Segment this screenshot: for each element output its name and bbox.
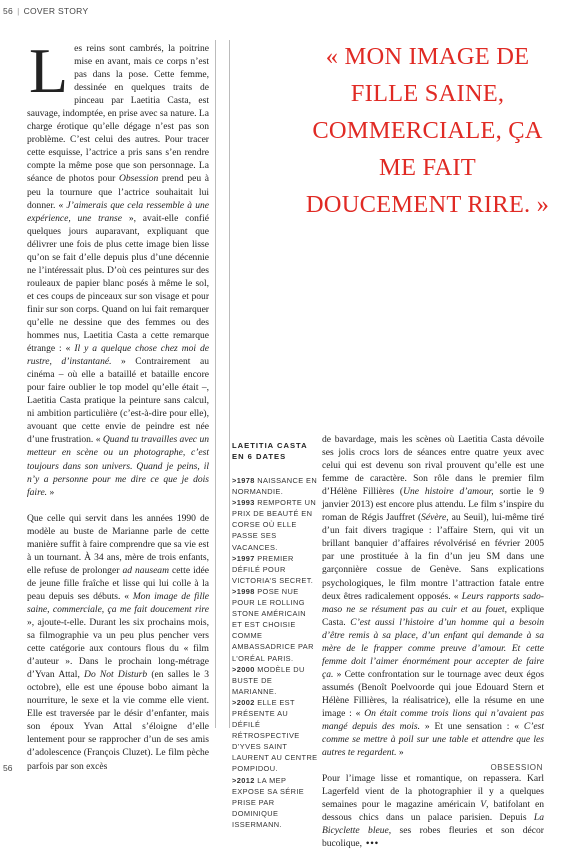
text-run: », ajoute-t-elle. Durant les six prochains mois, sa filmographie va un peu plus pencher vers cette catégorie aux contours flous du « film d’auteur ». Dans le prochain long-métrage d’Yvan Attal,	[27, 617, 209, 681]
text-run: (en salles le 3 octobre), elle est une épouse bobo aimant la nourriture, le sexe et la vie comme elle vient. Elle est traversée par le désir d’enfanter, mais son époux Yvan Attal s’éloigne d’elle lentement pour se rapprocher d’un de ses amis d’adolescence (François Cluzet). Le film pèche parfois par son excès	[27, 669, 209, 772]
timeline-year: >1993	[232, 498, 258, 508]
article-paragraph	[322, 433, 544, 759]
italic-run: Obsession	[119, 173, 159, 185]
timeline-text: REMPORTE UN PRIX DE BEAUTÉ EN CORSE OÙ ELLE PASSE SES VACANCES.	[232, 498, 317, 552]
timeline-year: >1978	[232, 476, 258, 485]
timeline-year: >2002	[232, 697, 258, 707]
running-header: 56 | COVER STORY	[3, 6, 89, 16]
article-paragraph	[27, 512, 209, 773]
text-run: prend peu à peu la tournure que l’actrice souhaitait lui donner. «	[27, 173, 209, 211]
italic-run: Quand tu travailles avec un metteur en scène ou un photographe, c’est toujours dans son univers. Quand je peins, il n’y a personne pour me dire ce que je dois faire.	[27, 434, 209, 498]
italic-run: J’aimerais que cela ressemble à une expérience, une transe	[27, 199, 209, 224]
timeline-item	[232, 775, 318, 830]
drop-cap: L	[29, 35, 69, 106]
timeline-year: >1998	[232, 586, 258, 596]
text-run: explique Casta.	[322, 603, 544, 628]
text-run: es reins sont cambrés, la poitrine mise en avant, mais ce corps n’est pas dans la pose. Cette femme, dessinée en quelques traits de pinceau par Laetitia Casta, est sauvage, indomptée, en prise avec sa nature. La charge érotique qu’elle dégage n’est pas son problème. C’est celui des autres. Pour tracer cette esquisse, l’actrice a pris sans s’en rendre compte la même pose que son personnage. La séance de photos pour	[27, 43, 209, 185]
timeline-year: >2000	[232, 664, 258, 674]
text-run: de bavardage, mais les scènes où Laetitia Casta dévoile ses jolis crocs lors de séances entre quatre yeux avec celui qui est devenu son rival prouvent qu’elle est une femme de caractère. Son rôle dans le premier film d’Hélène Fillières (	[322, 434, 544, 498]
timeline-text: NAISSANCE EN NORMANDIE.	[232, 476, 318, 497]
timeline-item	[232, 664, 318, 697]
italic-run: Leurs rapports sado-maso ne se résument pas au cuir et au fouet,	[322, 590, 544, 615]
footer-magazine-name: OBSESSION	[490, 763, 543, 772]
text-run: , au Seuil), lui-même tiré d’un fait divers tragique : l’affaire Stern, qui vit un brillant banquier d’affaires révolvérisé en février 2005 par une prostituée à la fin d’un jeu SM dans une garçonnière cossue de Genève. Sans explications psychologiques, le film montre l’attraction fatale entre deux êtres radicalement opposés. «	[322, 512, 544, 602]
italic-run: La Bicyclette bleue	[322, 812, 544, 837]
text-run: »	[396, 747, 404, 759]
timeline-sidebar	[232, 475, 318, 830]
sidebar-title: LAETITIA CASTA EN 6 DATES	[232, 441, 308, 461]
text-run: sortie le 9 janvier 2013) est encore plus attendu. Le film s’inspire du roman de Régis Jauffret (	[322, 486, 544, 524]
text-run: Que celle qui servit dans les années 1990 de modèle au buste de Marianne parle de cette manière suffit à faire comprendre que sa vie est à un tournant. À 34 ans, mère de trois enfants, elle refuse de prolonger	[27, 512, 209, 576]
header-section: COVER STORY	[23, 6, 89, 16]
article-paragraph	[322, 772, 544, 850]
timeline-item	[232, 697, 318, 775]
timeline-year: >1997	[232, 553, 258, 563]
text-run: »	[47, 486, 55, 498]
italic-run: Do Not Disturb	[84, 669, 148, 681]
footer-page-number: 56	[3, 763, 13, 773]
timeline-text: PREMIER DÉFILÉ POUR VICTORIA’S SECRET.	[232, 553, 314, 585]
text-run: cette idée de jeune fille fraîche et lisse qui lui colle à la peau depuis ses débuts. «	[27, 564, 210, 602]
timeline-text: POSE NUE POUR LE ROLLING STONE AMÉRICAIN ET EST CHOISIE COMME AMBASSADRICE PAR L’ORÉAL PARIS.	[232, 586, 314, 663]
text-run: Pour l’image lisse et romantique, on repassera. Karl Lagerfeld vient de la photographier il y a quelques semaines pour le magazine américain	[322, 773, 544, 811]
text-run: », avait-elle confié quelques jours auparavant, expliquant que délivrer une fois de plus cette image bien lisse qu’on se fait d’elle depuis plus d’une décennie ne l’intéressait plus. D’où ces peintures sur des rouleaux de papier blanc posés à même le sol, et ces coups de pinceaux sur son visage et pour finir sur son corps. Quand on lui fait remarquer qu’elle ne dessine que des femmes ou des hommes nus, Laetitia Casta a cette remarque étrange : «	[27, 212, 209, 355]
italic-run: Sévère	[421, 512, 447, 524]
article-column-1	[27, 35, 210, 773]
timeline-text: MODÈLE DU BUSTE DE MARIANNE.	[232, 664, 305, 696]
italic-run: ad nauseam	[122, 564, 169, 576]
timeline-item	[232, 553, 318, 586]
article-column-3	[322, 433, 544, 850]
text-run: » Contrairement au cinéma – où elle a bataillé et bataille encore pour faire oublier le top model qu’elle était –, Laetitia Casta pratique la peinture sans calcul, ni ambition particulière (c’est-à-dire pour elle), avouant que cette envie de peindre est née d’une frustration. «	[27, 356, 209, 446]
timeline-item	[232, 475, 318, 497]
column-rule-left	[215, 40, 216, 728]
timeline-text: ELLE EST PRÉSENTE AU DÉFILÉ RÉTROSPECTIVE D’YVES SAINT LAURENT AU CENTRE POMPIDOU.	[232, 697, 318, 774]
timeline-year: >2012	[232, 775, 258, 785]
italic-run: C’est comme se mettre à poil sur une table et attendre que les autres te regardent.	[322, 721, 544, 759]
italic-run: Mon image de fille saine, commerciale, ça me fait doucement rire	[27, 590, 209, 615]
text-run: , batifolant en dessous chics dans un palace parisien. Depuis	[322, 799, 544, 824]
timeline-item	[232, 497, 318, 552]
italic-run: Une histoire d’amour,	[403, 486, 494, 498]
timeline-item	[232, 586, 318, 664]
italic-run: Il y a quelque chose chez moi de rustre, d’instantané.	[27, 343, 209, 368]
text-run: » Et une sensation : «	[420, 721, 524, 733]
timeline-text: LA MEP EXPOSE SA SÉRIE PRISE PAR DOMINIQUE ISSERMANN.	[232, 775, 305, 829]
pull-quote: « MON IMAGE DE FILLE SAINE, COMMERCIALE, ÇA ME FAIT DOUCEMENT RIRE. »	[305, 43, 550, 218]
italic-run: C’est aussi l’histoire d’un homme qui a besoin d’être remis à sa place, d’un enfant qui demande à sa mère de le frapper comme preuve d’amour. Et cette femme doit l’aimer énormément pour accepter de faire ça.	[322, 616, 545, 680]
text-run: , ses robes fleuries et son décor bucolique,	[322, 825, 544, 850]
italic-run: On était comme trois lions qui n’avaient pas mangé depuis des mois.	[322, 707, 544, 733]
italic-run: V	[480, 799, 487, 811]
continuation-marker: •••	[366, 838, 380, 850]
header-page-number: 56	[3, 6, 14, 16]
column-rule-right	[229, 40, 230, 728]
article-paragraph	[27, 35, 209, 499]
text-run: » Cette confrontation sur le tournage avec deux égos assumés (Benoît Poelvoorde qui joue Edouard Stern et Hélène Fillières, la réalisatrice), elle la résume en une image : «	[322, 668, 544, 719]
